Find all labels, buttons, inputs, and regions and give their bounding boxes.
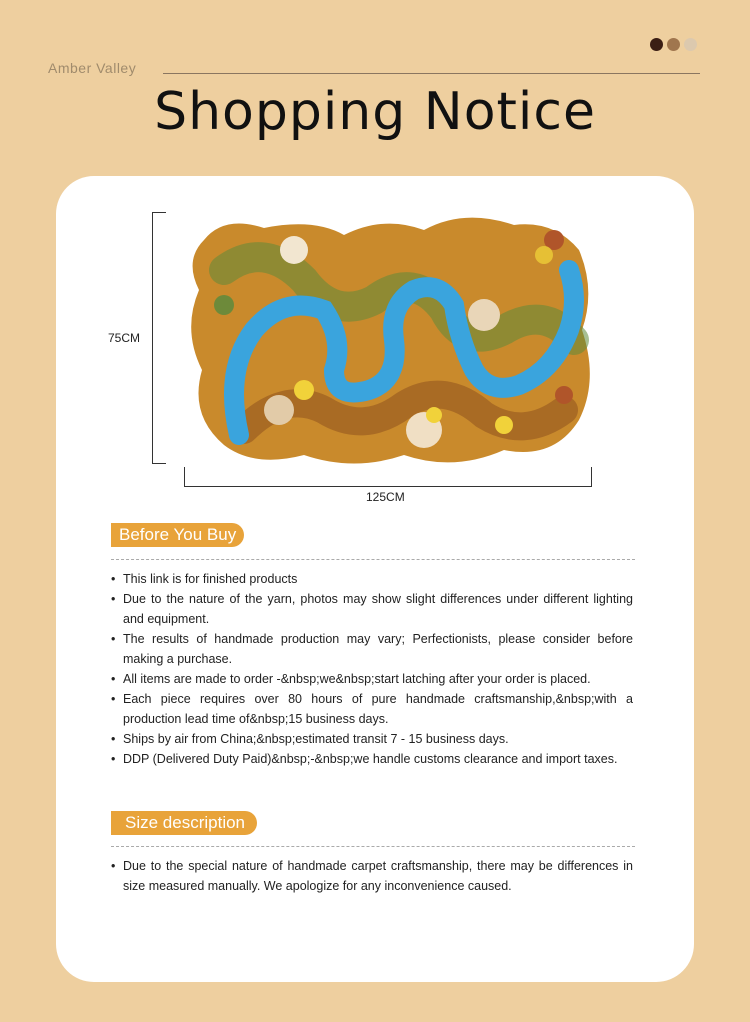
page-title: Shopping Notice — [154, 82, 596, 142]
list-item: • The results of handmade production may vary; Perfectionists, please consider before making a purchase. — [111, 629, 633, 669]
before-you-buy-list — [111, 569, 633, 769]
list-item: • Due to the nature of the yarn, photos may show slight differences under different lighting and equipment. — [111, 589, 633, 629]
product-illustration — [56, 176, 694, 506]
width-label: 125CM — [366, 490, 405, 504]
height-dimension-line — [152, 212, 167, 464]
rug-image — [184, 210, 594, 470]
height-label: 75CM — [108, 331, 141, 345]
header-divider — [163, 73, 700, 74]
brand-name: Amber Valley — [48, 60, 137, 76]
list-item: • This link is for finished products — [111, 569, 633, 589]
dot-3 — [684, 38, 697, 51]
size-description-list — [111, 856, 633, 896]
list-item: • Ships by air from China;&nbsp;estimated transit 7 - 15 business days. — [111, 729, 633, 749]
notice-card — [56, 176, 694, 982]
section-heading-size-description: Size description — [111, 811, 257, 835]
dot-1 — [650, 38, 663, 51]
list-item: • All items are made to order -&nbsp;we&nbsp;start latching after your order is placed. — [111, 669, 633, 689]
dot-2 — [667, 38, 680, 51]
list-item: • DDP (Delivered Duty Paid)&nbsp;-&nbsp;we handle customs clearance and import taxes. — [111, 749, 633, 769]
list-item: • Due to the special nature of handmade carpet craftsmanship, there may be differences in size measured manually. We apologize for any inconvenience caused. — [111, 856, 633, 896]
section-divider-1 — [111, 559, 635, 560]
page-indicator-dots — [650, 38, 697, 51]
section-divider-2 — [111, 846, 635, 847]
section-heading-before-you-buy: Before You Buy — [111, 523, 244, 547]
list-item: • Each piece requires over 80 hours of pure handmade craftsmanship,&nbsp;with a production lead time of&nbsp;15 business days. — [111, 689, 633, 729]
